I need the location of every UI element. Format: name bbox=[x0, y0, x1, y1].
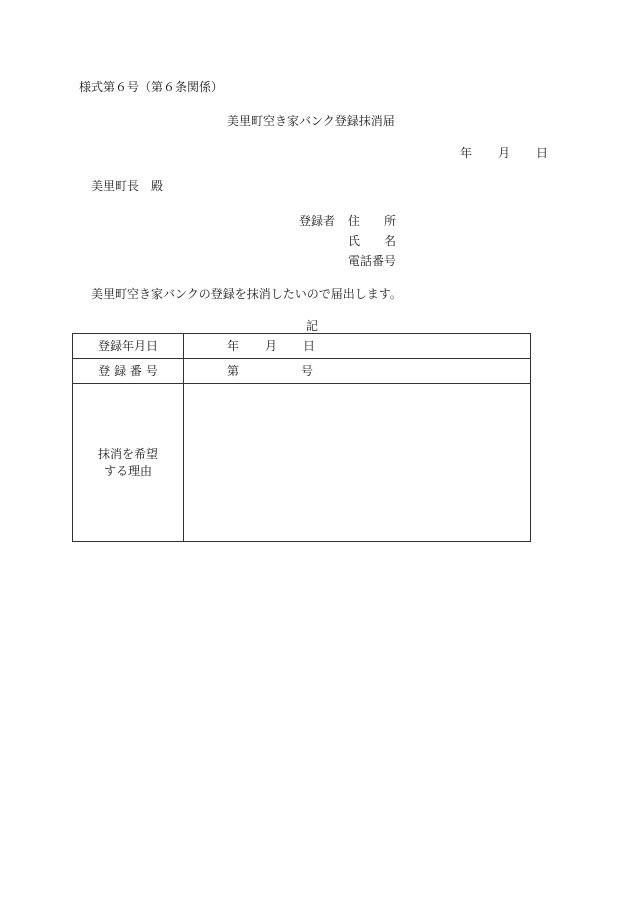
body-text: 美里町空き家バンクの登録を抹消したいので届出します。 bbox=[91, 287, 402, 301]
form-title: 美里町空き家バンク登録抹消届 bbox=[227, 114, 395, 128]
date-year-label: 年 bbox=[460, 146, 473, 160]
address-label: 住 所 bbox=[348, 214, 397, 228]
registrant-label: 登録者 bbox=[299, 214, 336, 228]
reg-date-field bbox=[184, 334, 531, 359]
table-row-reg-date bbox=[73, 334, 531, 359]
reg-no-label: 登 録 番 号 bbox=[73, 359, 184, 384]
reason-field bbox=[184, 384, 531, 542]
phone-label: 電話番号 bbox=[348, 254, 397, 268]
table-row-reg-no bbox=[73, 359, 531, 384]
table-row-reason bbox=[73, 384, 531, 542]
reason-label-line1: 抹消を希望 bbox=[97, 446, 158, 461]
reg-date-day-label: 日 bbox=[303, 339, 316, 353]
reg-no-field bbox=[184, 359, 531, 384]
addressee: 美里町長 殿 bbox=[91, 179, 164, 193]
reg-date-month-label: 月 bbox=[265, 339, 278, 353]
date-day-label: 日 bbox=[536, 146, 549, 160]
reg-date-label: 登録年月日 bbox=[73, 334, 184, 359]
reg-date-year-label: 年 bbox=[227, 339, 240, 353]
registration-table bbox=[72, 333, 531, 542]
reg-no-prefix: 第 bbox=[227, 364, 240, 378]
date-month-label: 月 bbox=[498, 146, 511, 160]
form-number: 様式第６号（第６条関係） bbox=[79, 80, 224, 94]
reason-label bbox=[98, 446, 158, 480]
reason-label-cell bbox=[73, 384, 184, 542]
reg-no-suffix: 号 bbox=[301, 364, 314, 378]
ki-label: 記 bbox=[306, 319, 319, 333]
reason-label-line2: する理由 bbox=[103, 463, 152, 478]
name-label: 氏 名 bbox=[348, 234, 397, 248]
